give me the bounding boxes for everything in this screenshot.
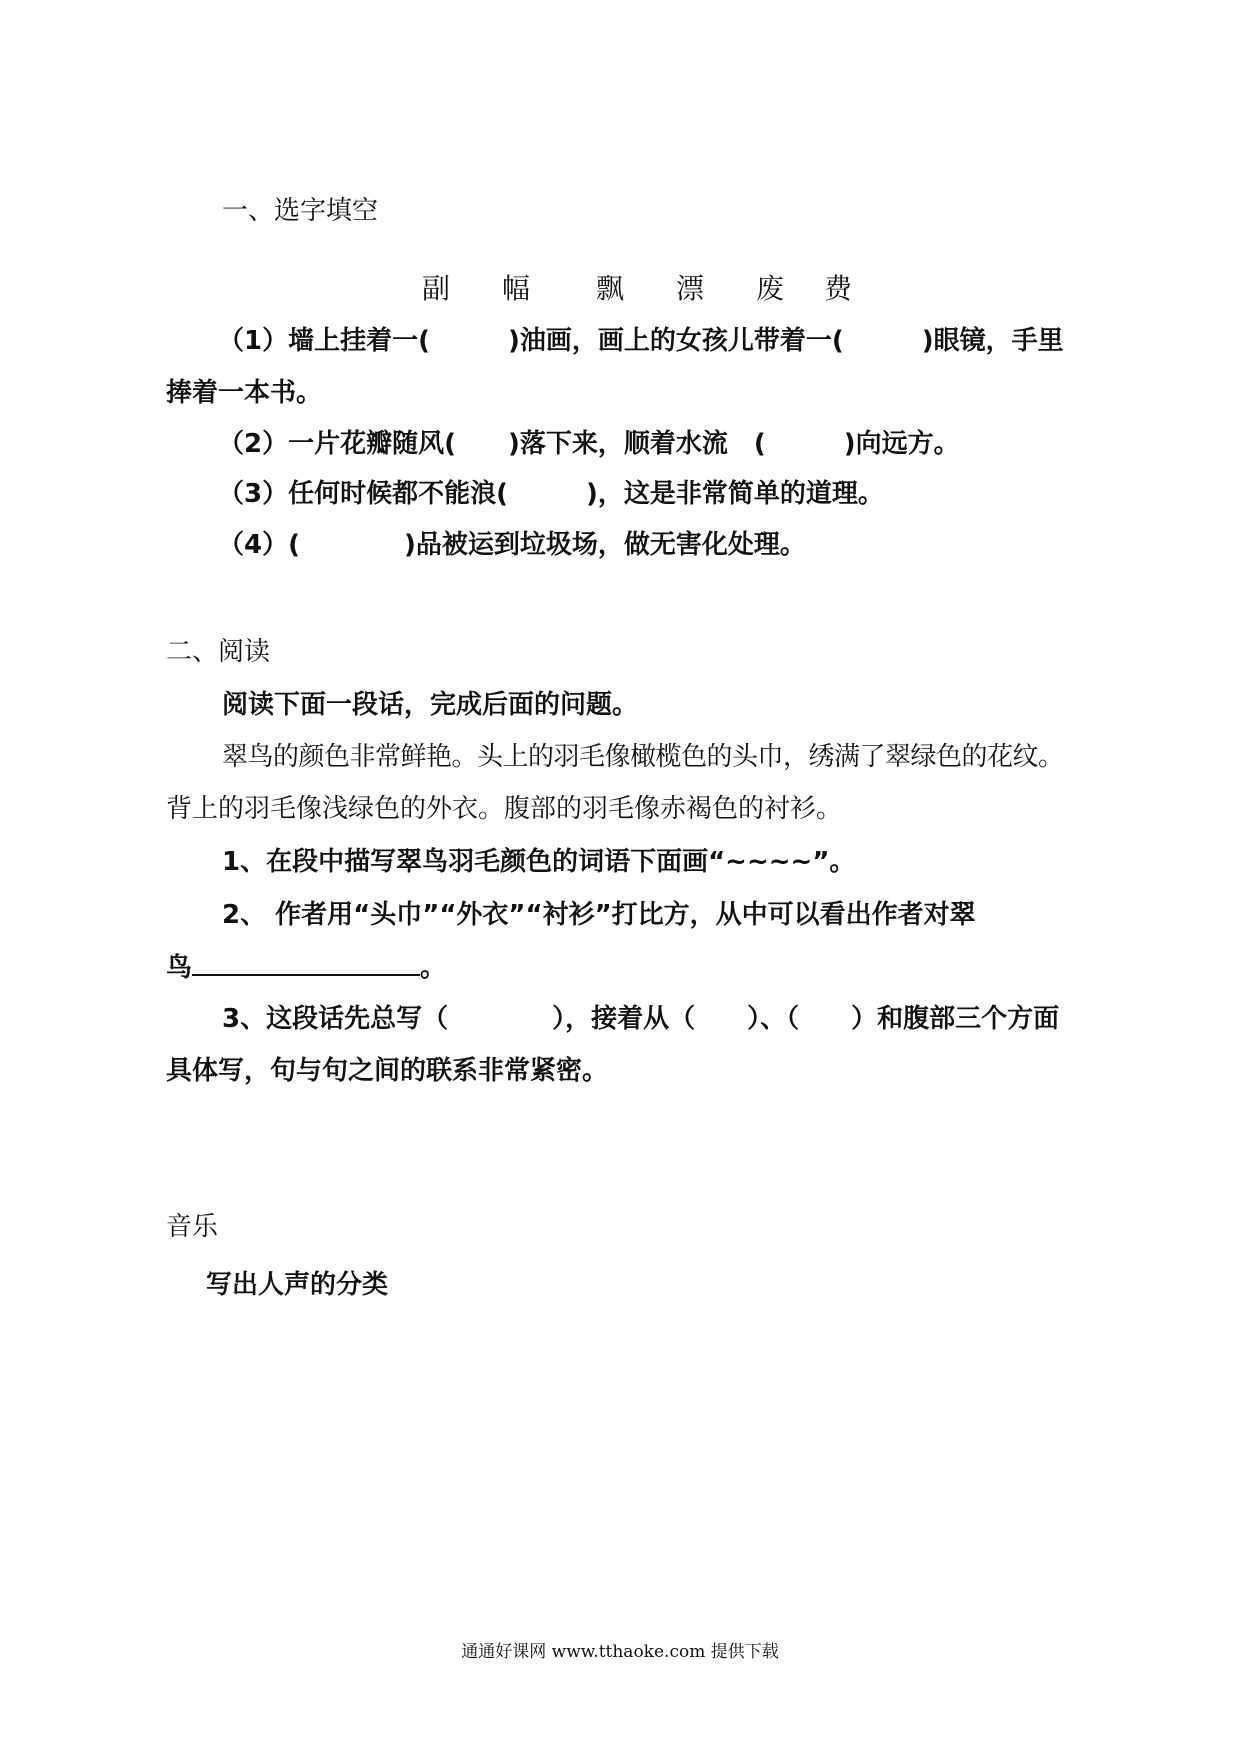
section3-title: 音乐 (166, 1212, 219, 1242)
music-question: 写出人声的分类 (206, 1270, 389, 1300)
answer-prefix: 鸟 (166, 953, 193, 983)
reading-question-1: 1、在段中描写翠鸟羽毛颜色的词语下面画“~~~~”。 (222, 847, 856, 877)
question-1-line-1: （1）墙上挂着一( )油画，画上的女孩儿带着一( )眼镜，手里 (218, 326, 1064, 356)
char-option: 幅 (502, 272, 531, 305)
footer-text: 通通好课网 www.tthaoke.com 提供下载 (461, 1642, 779, 1662)
section1-title: 一、选字填空 (222, 196, 379, 226)
answer-suffix: 。 (420, 953, 447, 983)
char-option: 飘 (596, 272, 625, 305)
reading-instruction: 阅读下面一段话，完成后面的问题。 (222, 690, 639, 720)
reading-question-3-line-2: 具体写，句与句之间的联系非常紧密。 (166, 1056, 609, 1086)
passage-line-2: 背上的羽毛像浅绿色的外衣。腹部的羽毛像赤褐色的衬衫。 (166, 794, 843, 824)
section2-title: 二、阅读 (166, 637, 271, 667)
reading-question-3-line-1: 3、这段话先总写（ ），接着从（ ）、（ ）和腹部三个方面 (222, 1004, 1060, 1034)
question-3: （3）任何时候都不能浪( )，这是非常简单的道理。 (218, 479, 884, 509)
answer-blank[interactable] (192, 948, 420, 976)
reading-question-2-line-2 (166, 948, 446, 985)
question-2: （2）一片花瓣随风( )落下来，顺着水流 ( )向远方。 (218, 429, 960, 459)
char-option: 废 (756, 272, 785, 305)
reading-question-2-line-1: 2、 作者用“头巾”“外衣”“衬衫”打比方，从中可以看出作者对翠 (222, 900, 976, 930)
passage-line-1: 翠鸟的颜色非常鲜艳。头上的羽毛像橄榄色的头巾，绣满了翠绿色的花纹。 (222, 742, 1064, 772)
char-option: 漂 (676, 272, 705, 305)
char-option: 费 (824, 272, 853, 305)
question-4: （4）( )品被运到垃圾场，做无害化处理。 (218, 530, 806, 560)
question-1-line-2: 捧着一本书。 (166, 378, 323, 408)
char-option: 副 (422, 272, 451, 305)
char-options (0, 272, 1240, 308)
